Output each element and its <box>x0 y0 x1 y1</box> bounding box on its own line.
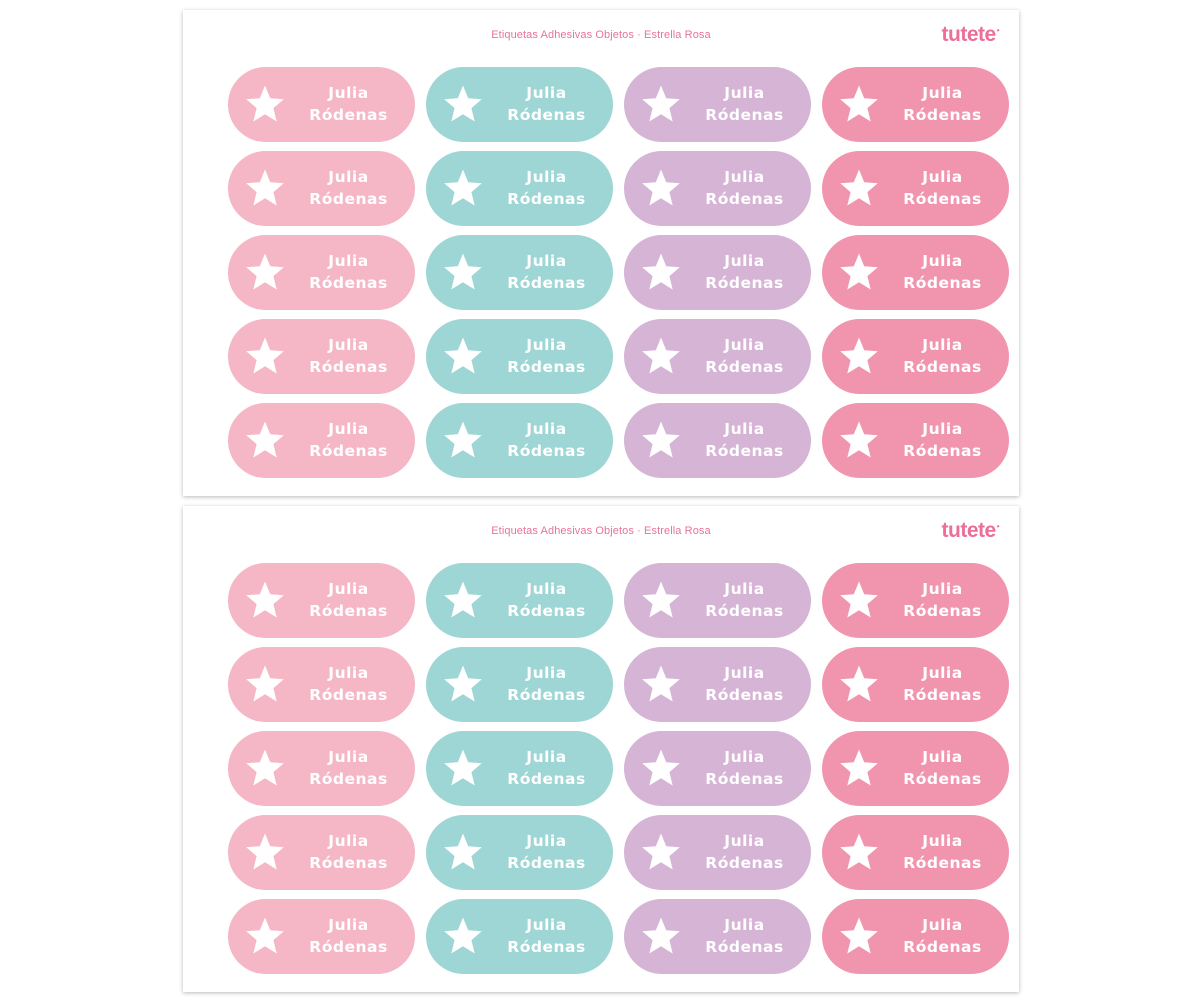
label-name <box>500 82 593 126</box>
name-label-sticker <box>624 151 811 226</box>
sticker-sheet <box>183 10 1019 496</box>
label-name <box>896 662 989 706</box>
label-last-name: Ródenas <box>309 190 388 208</box>
label-last-name: Ródenas <box>507 686 586 704</box>
name-label-sticker <box>228 235 415 310</box>
label-first-name: Julia <box>724 832 765 850</box>
label-name <box>896 166 989 210</box>
star-icon <box>640 663 682 705</box>
star-icon <box>838 251 880 293</box>
sheet-title: Etiquetas Adhesivas Objetos · Estrella Rosa <box>491 525 711 537</box>
label-last-name: Ródenas <box>903 106 982 124</box>
star-icon <box>640 335 682 377</box>
star-icon <box>244 663 286 705</box>
label-first-name: Julia <box>328 336 369 354</box>
label-name <box>302 746 395 790</box>
label-name <box>302 418 395 462</box>
label-last-name: Ródenas <box>705 686 784 704</box>
star-icon <box>442 167 484 209</box>
label-first-name: Julia <box>922 664 963 682</box>
star-icon <box>640 251 682 293</box>
star-icon <box>244 335 286 377</box>
brand-logo <box>942 519 999 543</box>
star-icon <box>244 419 286 461</box>
label-first-name: Julia <box>526 84 567 102</box>
label-first-name: Julia <box>922 832 963 850</box>
label-first-name: Julia <box>922 168 963 186</box>
label-first-name: Julia <box>922 916 963 934</box>
label-name <box>698 830 791 874</box>
label-name <box>302 662 395 706</box>
label-first-name: Julia <box>724 84 765 102</box>
label-name <box>302 578 395 622</box>
label-first-name: Julia <box>922 336 963 354</box>
label-name <box>500 746 593 790</box>
label-name <box>302 250 395 294</box>
label-last-name: Ródenas <box>507 190 586 208</box>
label-name <box>500 166 593 210</box>
label-first-name: Julia <box>526 252 567 270</box>
label-first-name: Julia <box>328 748 369 766</box>
name-label-sticker <box>822 403 1009 478</box>
label-last-name: Ródenas <box>507 770 586 788</box>
label-name <box>896 914 989 958</box>
star-icon <box>442 335 484 377</box>
star-icon <box>442 747 484 789</box>
name-label-sticker <box>624 563 811 638</box>
label-last-name: Ródenas <box>507 602 586 620</box>
star-icon <box>838 663 880 705</box>
name-label-sticker <box>624 403 811 478</box>
star-icon <box>442 419 484 461</box>
label-last-name: Ródenas <box>705 602 784 620</box>
name-label-sticker <box>624 319 811 394</box>
label-first-name: Julia <box>328 832 369 850</box>
label-name <box>698 578 791 622</box>
label-last-name: Ródenas <box>309 686 388 704</box>
star-icon <box>442 663 484 705</box>
star-icon <box>442 915 484 957</box>
name-label-sticker <box>624 899 811 974</box>
name-label-sticker <box>228 319 415 394</box>
name-label-sticker <box>228 403 415 478</box>
label-last-name: Ródenas <box>705 358 784 376</box>
label-last-name: Ródenas <box>705 190 784 208</box>
label-first-name: Julia <box>724 168 765 186</box>
star-icon <box>640 747 682 789</box>
name-label-sticker <box>822 647 1009 722</box>
label-last-name: Ródenas <box>903 274 982 292</box>
name-label-sticker <box>426 67 613 142</box>
star-icon <box>244 167 286 209</box>
label-first-name: Julia <box>328 420 369 438</box>
name-label-sticker <box>228 731 415 806</box>
label-last-name: Ródenas <box>309 770 388 788</box>
label-last-name: Ródenas <box>705 938 784 956</box>
star-icon <box>244 579 286 621</box>
label-first-name: Julia <box>526 420 567 438</box>
star-icon <box>838 83 880 125</box>
label-name <box>698 662 791 706</box>
label-last-name: Ródenas <box>507 938 586 956</box>
name-label-sticker <box>228 151 415 226</box>
label-last-name: Ródenas <box>309 106 388 124</box>
label-first-name: Julia <box>922 580 963 598</box>
label-first-name: Julia <box>526 336 567 354</box>
label-last-name: Ródenas <box>309 854 388 872</box>
star-icon <box>442 579 484 621</box>
label-name <box>302 914 395 958</box>
label-last-name: Ródenas <box>309 602 388 620</box>
brand-logo <box>942 23 999 47</box>
name-label-sticker <box>624 647 811 722</box>
name-label-sticker <box>822 815 1009 890</box>
name-label-sticker <box>822 67 1009 142</box>
label-first-name: Julia <box>328 84 369 102</box>
star-icon <box>640 579 682 621</box>
name-label-sticker <box>426 647 613 722</box>
star-icon <box>838 747 880 789</box>
star-icon <box>244 831 286 873</box>
label-name <box>500 250 593 294</box>
name-label-sticker <box>426 151 613 226</box>
label-first-name: Julia <box>724 420 765 438</box>
star-icon <box>838 419 880 461</box>
name-label-sticker <box>426 319 613 394</box>
sticker-sheet <box>183 506 1019 992</box>
name-label-sticker <box>228 899 415 974</box>
label-first-name: Julia <box>724 664 765 682</box>
star-icon <box>244 251 286 293</box>
label-last-name: Ródenas <box>903 442 982 460</box>
label-name <box>896 250 989 294</box>
label-name <box>698 418 791 462</box>
star-icon <box>640 419 682 461</box>
name-label-sticker <box>228 647 415 722</box>
label-last-name: Ródenas <box>903 770 982 788</box>
star-icon <box>838 335 880 377</box>
star-icon <box>838 579 880 621</box>
label-first-name: Julia <box>724 580 765 598</box>
label-first-name: Julia <box>328 580 369 598</box>
star-icon <box>442 831 484 873</box>
label-name <box>302 334 395 378</box>
star-icon <box>244 747 286 789</box>
label-first-name: Julia <box>526 916 567 934</box>
name-label-sticker <box>822 899 1009 974</box>
label-last-name: Ródenas <box>309 938 388 956</box>
label-last-name: Ródenas <box>705 854 784 872</box>
name-label-sticker <box>822 319 1009 394</box>
star-icon <box>640 915 682 957</box>
label-last-name: Ródenas <box>903 854 982 872</box>
label-last-name: Ródenas <box>903 602 982 620</box>
label-name <box>500 662 593 706</box>
label-last-name: Ródenas <box>507 106 586 124</box>
label-name <box>302 830 395 874</box>
label-name <box>500 830 593 874</box>
label-first-name: Julia <box>724 336 765 354</box>
label-name <box>896 82 989 126</box>
label-grid <box>228 67 1008 478</box>
label-grid <box>228 563 1008 974</box>
brand-name: tutete <box>941 23 996 46</box>
name-label-sticker <box>624 731 811 806</box>
label-name <box>698 334 791 378</box>
label-name <box>302 82 395 126</box>
star-icon <box>838 831 880 873</box>
name-label-sticker <box>426 403 613 478</box>
label-first-name: Julia <box>922 84 963 102</box>
star-icon <box>442 83 484 125</box>
label-last-name: Ródenas <box>705 274 784 292</box>
label-first-name: Julia <box>526 664 567 682</box>
label-name <box>698 746 791 790</box>
label-last-name: Ródenas <box>705 770 784 788</box>
star-icon <box>640 167 682 209</box>
label-first-name: Julia <box>328 916 369 934</box>
label-last-name: Ródenas <box>903 190 982 208</box>
name-label-sticker <box>822 563 1009 638</box>
label-name <box>896 418 989 462</box>
name-label-sticker <box>624 235 811 310</box>
label-last-name: Ródenas <box>903 358 982 376</box>
name-label-sticker <box>624 67 811 142</box>
label-last-name: Ródenas <box>903 938 982 956</box>
label-name <box>500 418 593 462</box>
name-label-sticker <box>426 731 613 806</box>
brand-name: tutete <box>941 519 996 542</box>
label-first-name: Julia <box>724 252 765 270</box>
label-name <box>698 82 791 126</box>
name-label-sticker <box>426 899 613 974</box>
label-name <box>698 250 791 294</box>
name-label-sticker <box>822 731 1009 806</box>
label-last-name: Ródenas <box>309 274 388 292</box>
name-label-sticker <box>426 235 613 310</box>
label-first-name: Julia <box>526 748 567 766</box>
label-first-name: Julia <box>526 168 567 186</box>
label-name <box>698 166 791 210</box>
brand-mark: • <box>996 26 999 35</box>
label-last-name: Ródenas <box>705 106 784 124</box>
label-last-name: Ródenas <box>507 442 586 460</box>
star-icon <box>442 251 484 293</box>
label-last-name: Ródenas <box>705 442 784 460</box>
name-label-sticker <box>426 815 613 890</box>
label-first-name: Julia <box>328 252 369 270</box>
label-name <box>302 166 395 210</box>
name-label-sticker <box>228 815 415 890</box>
label-name <box>500 914 593 958</box>
label-first-name: Julia <box>526 580 567 598</box>
star-icon <box>838 167 880 209</box>
star-icon <box>244 83 286 125</box>
label-name <box>500 334 593 378</box>
label-first-name: Julia <box>922 252 963 270</box>
star-icon <box>640 83 682 125</box>
star-icon <box>640 831 682 873</box>
label-name <box>896 334 989 378</box>
name-label-sticker <box>822 235 1009 310</box>
sheet-title: Etiquetas Adhesivas Objetos · Estrella Rosa <box>491 29 711 41</box>
label-first-name: Julia <box>724 916 765 934</box>
label-last-name: Ródenas <box>507 358 586 376</box>
label-last-name: Ródenas <box>309 442 388 460</box>
brand-mark: • <box>996 522 999 531</box>
label-first-name: Julia <box>328 664 369 682</box>
star-icon <box>244 915 286 957</box>
star-icon <box>838 915 880 957</box>
name-label-sticker <box>822 151 1009 226</box>
label-last-name: Ródenas <box>507 854 586 872</box>
label-first-name: Julia <box>724 748 765 766</box>
label-first-name: Julia <box>328 168 369 186</box>
label-name <box>896 578 989 622</box>
label-first-name: Julia <box>922 420 963 438</box>
label-last-name: Ródenas <box>309 358 388 376</box>
name-label-sticker <box>228 67 415 142</box>
label-first-name: Julia <box>526 832 567 850</box>
label-last-name: Ródenas <box>903 686 982 704</box>
label-name <box>698 914 791 958</box>
name-label-sticker <box>228 563 415 638</box>
label-last-name: Ródenas <box>507 274 586 292</box>
label-first-name: Julia <box>922 748 963 766</box>
label-name <box>896 746 989 790</box>
name-label-sticker <box>426 563 613 638</box>
label-name <box>500 578 593 622</box>
name-label-sticker <box>624 815 811 890</box>
label-name <box>896 830 989 874</box>
